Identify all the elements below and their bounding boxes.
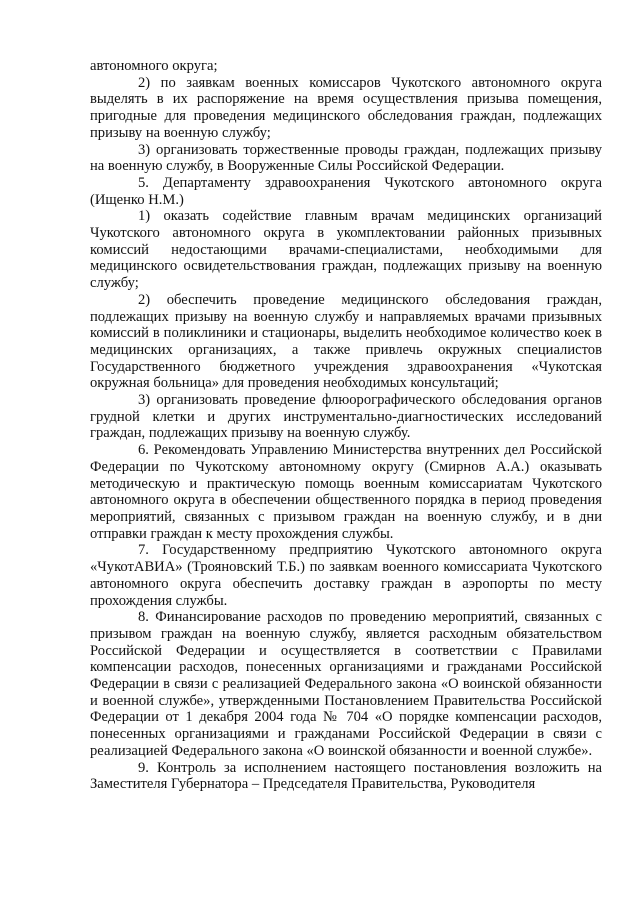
paragraph-5-1: 1) оказать содействие главным врачам медицинских организаций Чукотского автономного округа в укомплектовании районных призывных комиссий недостающими врачами-специалистами, необходимыми для медицинского освидетельствования граждан, подлежащих призыву на военную службу; bbox=[90, 208, 602, 292]
paragraph-5-3: 3) организовать проведение флюорографического обследования органов грудной клетки и других инструментально-диагностических исследований граждан, подлежащих призыву на военную службу. bbox=[90, 392, 602, 442]
paragraph-9: 9. Контроль за исполнением настоящего постановления возложить на Заместителя Губернатора – Председателя Правительства, Руководителя bbox=[90, 759, 602, 793]
paragraph-5-heading: 5. Департаменту здравоохранения Чукотского автономного округа (Ищенко Н.М.) bbox=[90, 174, 602, 208]
document-page bbox=[90, 58, 602, 793]
paragraph-6: 6. Рекомендовать Управлению Министерства внутренних дел Российской Федерации по Чукотскому автономному округу (Смирнов А.А.) оказывать методическую и практическую помощь военным комиссариатам Чукотского автономного округа в обеспечении общественного порядка в период проведения мероприятий, связанных с призывом граждан на военную службу, и в дни отправки граждан к месту прохождения службы. bbox=[90, 442, 602, 542]
paragraph-continuation: автономного округа; bbox=[90, 58, 218, 74]
paragraph-7: 7. Государственному предприятию Чукотского автономного округа «ЧукотАВИА» (Трояновский Т.Б.) по заявкам военного комиссариата Чукотского автономного округа обеспечить доставку граждан в аэропорты по месту прохождения службы. bbox=[90, 542, 602, 609]
paragraph-4-2: 2) по заявкам военных комиссаров Чукотского автономного округа выделять в их распоряжение на время осуществления призыва помещения, пригодные для проведения медицинского обследования граждан, подлежащих призыву на военную службу; bbox=[90, 74, 602, 141]
paragraph-4-3: 3) организовать торжественные проводы граждан, подлежащих призыву на военную службу, в Вооруженные Силы Российской Федерации. bbox=[90, 141, 602, 175]
paragraph-8: 8. Финансирование расходов по проведению мероприятий, связанных с призывом граждан на военную службу, является расходным обязательством Российской Федерации и осуществляется в соответствии с Правилами компенсации расходов, понесенных организациями и гражданами Российской Федерации в связи с реализацией Федерального закона «О воинской обязанности и военной службе», утвержденными Постановлением Правительства Российской Федерации от 1 декабря 2004 года № 704 «О порядке компенсации расходов, понесенных организациями и гражданами Российской Федерации в связи с реализацией Федерального закона «О воинской обязанности и военной службе». bbox=[90, 609, 602, 759]
paragraph-5-2: 2) обеспечить проведение медицинского обследования граждан, подлежащих призыву на военную службу и направляемых врачами призывных комиссий в поликлиники и стационары, выделить необходимое количество коек в медицинских организациях, а также привлечь окружных специалистов Государственного бюджетного учреждения здравоохранения «Чукотская окружная больница» для проведения необходимых консультаций; bbox=[90, 291, 602, 392]
